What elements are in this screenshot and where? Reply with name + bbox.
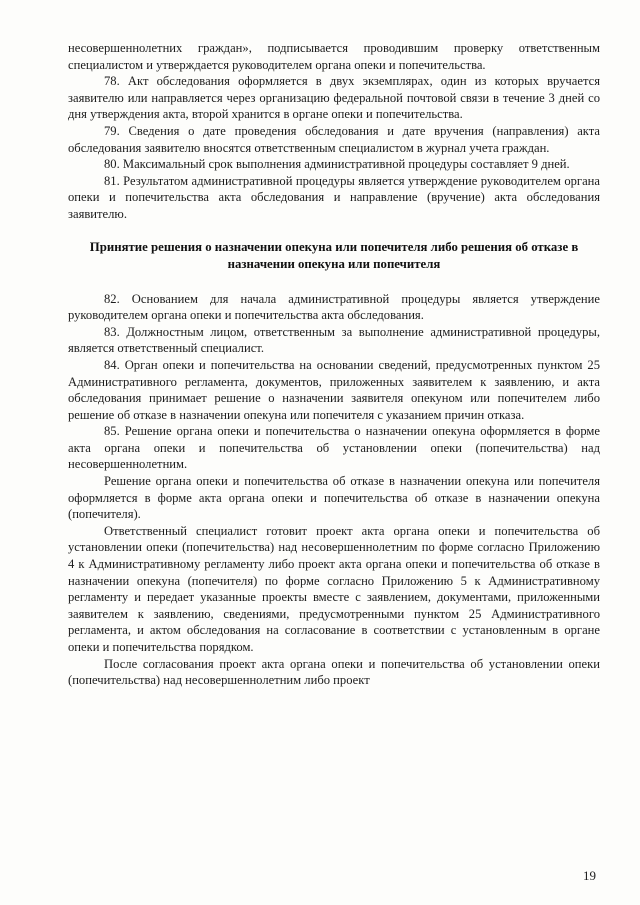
paragraph-85-refusal: Решение органа опеки и попечительства об отказе в назначении опекуна или попечителя оформляется в форме акта органа опеки и попечительства об отказе в назначении опекуна (попечителя).: [68, 474, 600, 522]
paragraph-continuation: несовершеннолетних граждан», подписывается проводившим проверку ответственным специалистом и утверждается руководителем органа опеки и попечительства.: [68, 41, 600, 72]
paragraph-83: 83. Должностным лицом, ответственным за выполнение административной процедуры, является ответственный специалист.: [68, 324, 600, 356]
paragraph-78: 78. Акт обследования оформляется в двух экземплярах, один из которых вручается заявителю или направляется через организацию федеральной почтовой связи в течение 3 дней со дня утверждения акта, второй хранится в органе опеки и попечительства.: [68, 74, 600, 122]
page-number: 19: [583, 868, 596, 883]
paragraph-82: 82. Основанием для начала административной процедуры является утверждение руководителем органа опеки и попечительства акта обследования.: [68, 291, 600, 323]
paragraph-85: 85. Решение органа опеки и попечительства о назначении опекуна оформляется в форме акта органа опеки и попечительства об установлении опеки (попечительства) над несовершеннолетним.: [68, 424, 600, 472]
paragraph-81: 81. Результатом административной процедуры является утверждение руководителем органа опеки и попечительства акта обследования и направление (вручение) акта обследования заявителю.: [68, 173, 600, 221]
paragraph-80: 80. Максимальный срок выполнения административной процедуры составляет 9 дней.: [104, 157, 570, 172]
paragraph-85-draft: Ответственный специалист готовит проект акта органа опеки и попечительства об установлении опеки (попечительства) над несовершеннолетним по форме согласно Приложению 4 к Административному регламенту либо проект акта органа опеки и попечительства об отказе в назначении опекуна (попечителя) по форме согласно Приложению 5 к Административному регламенту и передает указанные проекты вместе с заявлением, документами, приложенными заявителем к заявлению, сведениями, предусмотренными пунктом 25 Административного регламента, и актом обследования на согласование в соответствии с установленным в органе опеки и попечительства порядком.: [68, 523, 600, 654]
paragraph-85-approval: После согласования проект акта органа опеки и попечительства об установлении опеки (попечительства) над несовершеннолетним либо проект: [68, 656, 600, 688]
paragraph-79: 79. Сведения о дате проведения обследования и дате вручения (направления) акта обследования заявителю вносятся ответственным специалистом в журнал учета граждан.: [68, 123, 600, 155]
section-heading: Принятие решения о назначении опекуна или попечителя либо решения об отказе в назначении опекуна или попечителя: [89, 239, 579, 271]
document-body: [68, 40, 600, 689]
paragraph-84: 84. Орган опеки и попечительства на основании сведений, предусмотренных пунктом 25 Административного регламента, документов, приложенных заявителем к заявлению, и акта обследования принимает решение о назначении заявителя опекуном или попечителем либо решение об отказе в назначении опекуна или попечителя с указанием причин отказа.: [68, 357, 600, 422]
